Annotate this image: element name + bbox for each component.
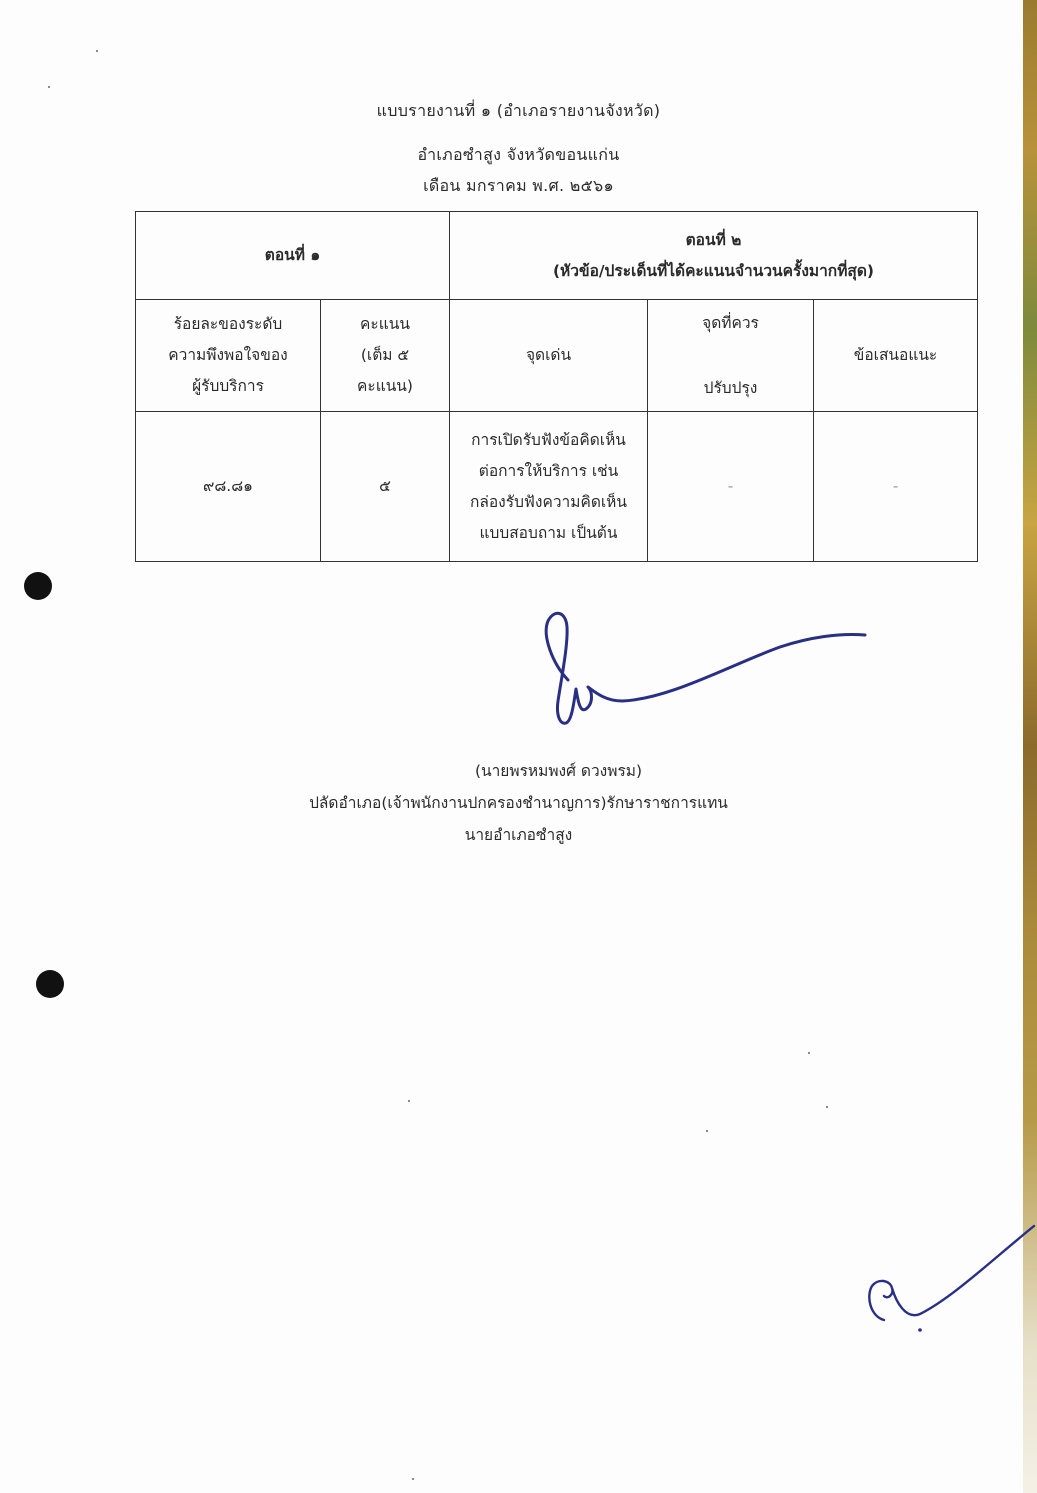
report-form-title: แบบรายงานที่ ๑ (อำเภอรายงานจังหวัด) bbox=[376, 101, 661, 120]
district-province: อำเภอซำสูง จังหวัดขอนแก่น bbox=[417, 145, 620, 164]
col-header-improve-line1: จุดที่ควร bbox=[702, 313, 759, 332]
cell-improve: - bbox=[648, 412, 814, 562]
col-header-score bbox=[321, 300, 450, 412]
col-header-strengths: จุดเด่น bbox=[450, 300, 648, 412]
part1-header: ตอนที่ ๑ bbox=[136, 212, 450, 300]
cell-satisfaction: ๙๘.๘๑ bbox=[136, 412, 321, 562]
report-table bbox=[135, 211, 978, 562]
punch-hole-top bbox=[24, 572, 52, 600]
speck bbox=[826, 1106, 828, 1108]
handwritten-initials bbox=[862, 1220, 1037, 1340]
table-header-row-columns bbox=[136, 300, 978, 412]
part2-title: ตอนที่ ๒ bbox=[685, 230, 742, 249]
col-header-improve-line2: ปรับปรุง bbox=[703, 378, 758, 397]
speck bbox=[408, 1100, 410, 1102]
cell-strengths-line2: ต่อการให้บริการ เช่น bbox=[478, 461, 619, 480]
col-header-improve bbox=[648, 300, 814, 412]
col-header-satisfaction-line3: ผู้รับบริการ bbox=[192, 377, 264, 395]
col-header-score-line3: คะแนน) bbox=[357, 377, 413, 395]
cell-strengths-line4: แบบสอบถาม เป็นต้น bbox=[479, 523, 618, 542]
speck bbox=[412, 1478, 414, 1480]
speck bbox=[96, 50, 98, 52]
cell-score: ๕ bbox=[321, 412, 450, 562]
col-header-suggestions: ข้อเสนอแนะ bbox=[814, 300, 978, 412]
cell-strengths-line1: การเปิดรับฟังข้อคิดเห็น bbox=[471, 430, 626, 449]
col-header-satisfaction bbox=[136, 300, 321, 412]
cell-strengths bbox=[450, 412, 648, 562]
speck bbox=[706, 1130, 708, 1132]
col-header-satisfaction-line2: ความพึงพอใจของ bbox=[168, 346, 288, 364]
report-month: เดือน มกราคม พ.ศ. ๒๕๖๑ bbox=[423, 176, 614, 195]
speck bbox=[48, 86, 50, 88]
table-row bbox=[136, 412, 978, 562]
signer-position: ปลัดอำเภอ(เจ้าพนักงานปกครองชำนาญการ)รักษาราชการแทน bbox=[309, 794, 728, 812]
speck bbox=[808, 1052, 810, 1054]
punch-hole-bottom bbox=[36, 970, 64, 998]
signer-title: นายอำเภอซำสูง bbox=[464, 826, 573, 844]
part2-subtitle: (หัวข้อ/ประเด็นที่ได้คะแนนจำนวนครั้งมากที่สุด) bbox=[552, 261, 875, 280]
signer-name: (นายพรหมพงศ์ ดวงพรม) bbox=[474, 762, 643, 780]
col-header-score-line2: (เต็ม ๕ bbox=[360, 346, 410, 364]
col-header-score-line1: คะแนน bbox=[360, 315, 410, 333]
cell-suggestions: - bbox=[814, 412, 978, 562]
table-header-row-top bbox=[136, 212, 978, 300]
handwritten-signature bbox=[530, 605, 870, 735]
part2-header bbox=[450, 212, 978, 300]
cell-strengths-line3: กล่องรับฟังความคิดเห็น bbox=[469, 492, 627, 511]
col-header-satisfaction-line1: ร้อยละของระดับ bbox=[173, 315, 283, 333]
